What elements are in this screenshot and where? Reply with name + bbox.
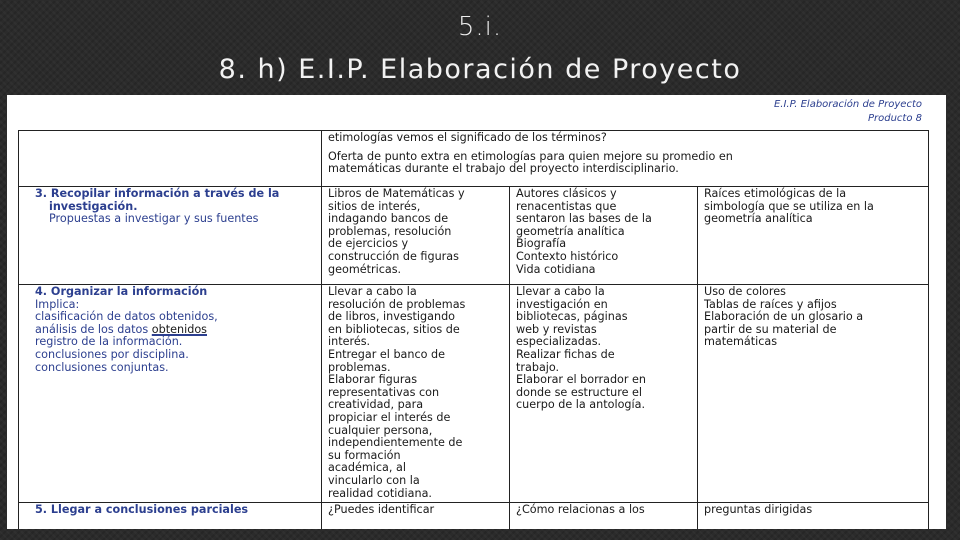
row3-label-cell xyxy=(19,285,322,503)
row3-col2-line: Llevar a cabo la xyxy=(328,285,417,298)
row3-col2-line: su formación xyxy=(328,448,401,462)
row2-col2-line: construcción de figuras xyxy=(328,249,459,263)
row3-label-line: registro de la información. xyxy=(35,335,183,349)
doc-header-title: E.I.P. Elaboración de Proyecto xyxy=(773,99,922,110)
row3-label-line: Implica: xyxy=(35,297,80,311)
row3-col2-cell xyxy=(322,285,510,503)
row3-col3-line: Llevar a cabo la xyxy=(516,285,605,298)
row4-col4-line: preguntas dirigidas xyxy=(704,503,813,517)
row3-col3-line: trabajo. xyxy=(516,360,560,374)
row3-title: 4. Organizar la información xyxy=(35,285,208,298)
row3-col2-line: académica, al xyxy=(328,461,406,475)
row2-subtitle: Propuestas a investigar y sus fuentes xyxy=(49,212,259,226)
row4-col3-cell xyxy=(510,503,698,529)
row2-col3-line: Biografía xyxy=(516,237,567,251)
row3-col2-line: cualquier persona, xyxy=(328,423,433,437)
row3-col4-cell xyxy=(698,285,929,503)
row3-col3-line: Elaborar el borrador en xyxy=(516,373,647,387)
table-row xyxy=(19,131,929,187)
row2-col2-line: indagando bancos de xyxy=(328,212,449,226)
row2-col3-line: Autores clásicos y xyxy=(516,187,617,200)
row2-col4-line: geometría analítica xyxy=(704,212,813,226)
row2-col3-line: geometría analítica xyxy=(516,224,625,238)
row2-title-b: investigación. xyxy=(49,199,138,213)
row3-col2-line: problemas. xyxy=(328,360,391,374)
row3-col2-line: de libros, investigando xyxy=(328,310,456,324)
row3-col4-line: Uso de colores xyxy=(704,285,786,298)
row1-content-cell xyxy=(322,131,929,187)
row3-col2-line: vincularlo con la xyxy=(328,473,420,487)
slide-subtitle: 5.i. xyxy=(457,12,503,42)
row2-col4-line: simbología que se utiliza en la xyxy=(704,199,874,213)
row3-col4-line: Tablas de raíces y afijos xyxy=(704,297,837,311)
eip-table xyxy=(18,130,929,529)
row1-label-cell xyxy=(19,131,322,187)
document-image xyxy=(7,95,946,529)
row2-col2-line: Libros de Matemáticas y xyxy=(328,187,465,200)
row2-col2-line: geométricas. xyxy=(328,262,402,276)
row3-col3-line: especializadas. xyxy=(516,335,602,349)
row1-line2: Oferta de punto extra en etimologías para quien mejore su promedio en xyxy=(328,149,733,163)
table-row xyxy=(19,187,929,285)
row3-label-line: conclusiones conjuntas. xyxy=(35,360,169,374)
row4-col2-line: ¿Puedes identificar xyxy=(328,503,435,517)
doc-header-product: Producto 8 xyxy=(867,113,922,124)
row3-analysis-text: análisis de los datos xyxy=(35,322,152,336)
row4-label-cell xyxy=(19,503,322,529)
row3-col2-line: creatividad, para xyxy=(328,398,424,412)
row2-col4-line: Raíces etimológicas de la xyxy=(704,187,847,200)
row2-col3-line: renacentistas que xyxy=(516,199,617,213)
row4-col2-cell xyxy=(322,503,510,529)
row3-col3-line: donde se estructure el xyxy=(516,385,643,399)
row2-title-a: 3. Recopilar información a través de la xyxy=(35,187,280,200)
row3-col2-line: representativas con xyxy=(328,385,440,399)
row3-col2-line: propiciar el interés de xyxy=(328,410,451,424)
row2-col2-line: problemas, resolución xyxy=(328,224,452,238)
row4-title: 5. Llegar a conclusiones parciales xyxy=(35,503,249,517)
table-row xyxy=(19,285,929,503)
row4-col3-line: ¿Cómo relacionas a los xyxy=(516,503,645,517)
table-row xyxy=(19,503,929,529)
row3-col4-line: Elaboración de un glosario a xyxy=(704,310,864,324)
slide-title: 8. h) E.I.P. Elaboración de Proyecto xyxy=(218,54,742,85)
row2-col3-cell xyxy=(510,187,698,285)
row3-col2-line: independientemente de xyxy=(328,436,463,450)
row3-col2-line: realidad cotidiana. xyxy=(328,486,432,500)
row2-col2-cell xyxy=(322,187,510,285)
row3-col3-line: web y revistas xyxy=(516,322,597,336)
row3-col2-line: resolución de problemas xyxy=(328,297,466,311)
row3-col2-line: Entregar el banco de xyxy=(328,347,446,361)
row3-col4-line: partir de su material de xyxy=(704,322,837,336)
row2-col3-line: Contexto histórico xyxy=(516,249,619,263)
row3-col2-line: en bibliotecas, sitios de xyxy=(328,322,460,336)
row3-label-line: conclusiones por disciplina. xyxy=(35,347,189,361)
row2-col4-cell xyxy=(698,187,929,285)
row2-col2-line: sitios de interés, xyxy=(328,199,421,213)
row2-col3-line: Vida cotidiana xyxy=(516,262,596,276)
row3-col3-line: Realizar fichas de xyxy=(516,347,615,361)
row2-label-cell xyxy=(19,187,322,285)
row3-col4-line: matemáticas xyxy=(704,335,778,349)
doc-header xyxy=(774,98,922,126)
row3-col3-line: investigación en xyxy=(516,297,608,311)
row3-col3-line: cuerpo de la antología. xyxy=(516,398,646,412)
row4-col4-cell xyxy=(698,503,929,529)
row3-col3-cell xyxy=(510,285,698,503)
row2-col2-line: de ejercicios y xyxy=(328,237,409,251)
row1-line1: etimologías vemos el significado de los términos? xyxy=(328,131,607,144)
row3-analysis-underlined: obtenidos xyxy=(151,322,207,336)
row1-line3: matemáticas durante el trabajo del proyecto interdisciplinario. xyxy=(328,162,679,176)
row3-label-line: clasificación de datos obtenidos, xyxy=(35,310,218,324)
row3-col2-line: Elaborar figuras xyxy=(328,373,418,387)
row3-col2-line: interés. xyxy=(328,335,371,349)
row3-col3-line: bibliotecas, páginas xyxy=(516,310,628,324)
row2-col3-line: sentaron las bases de la xyxy=(516,212,652,226)
